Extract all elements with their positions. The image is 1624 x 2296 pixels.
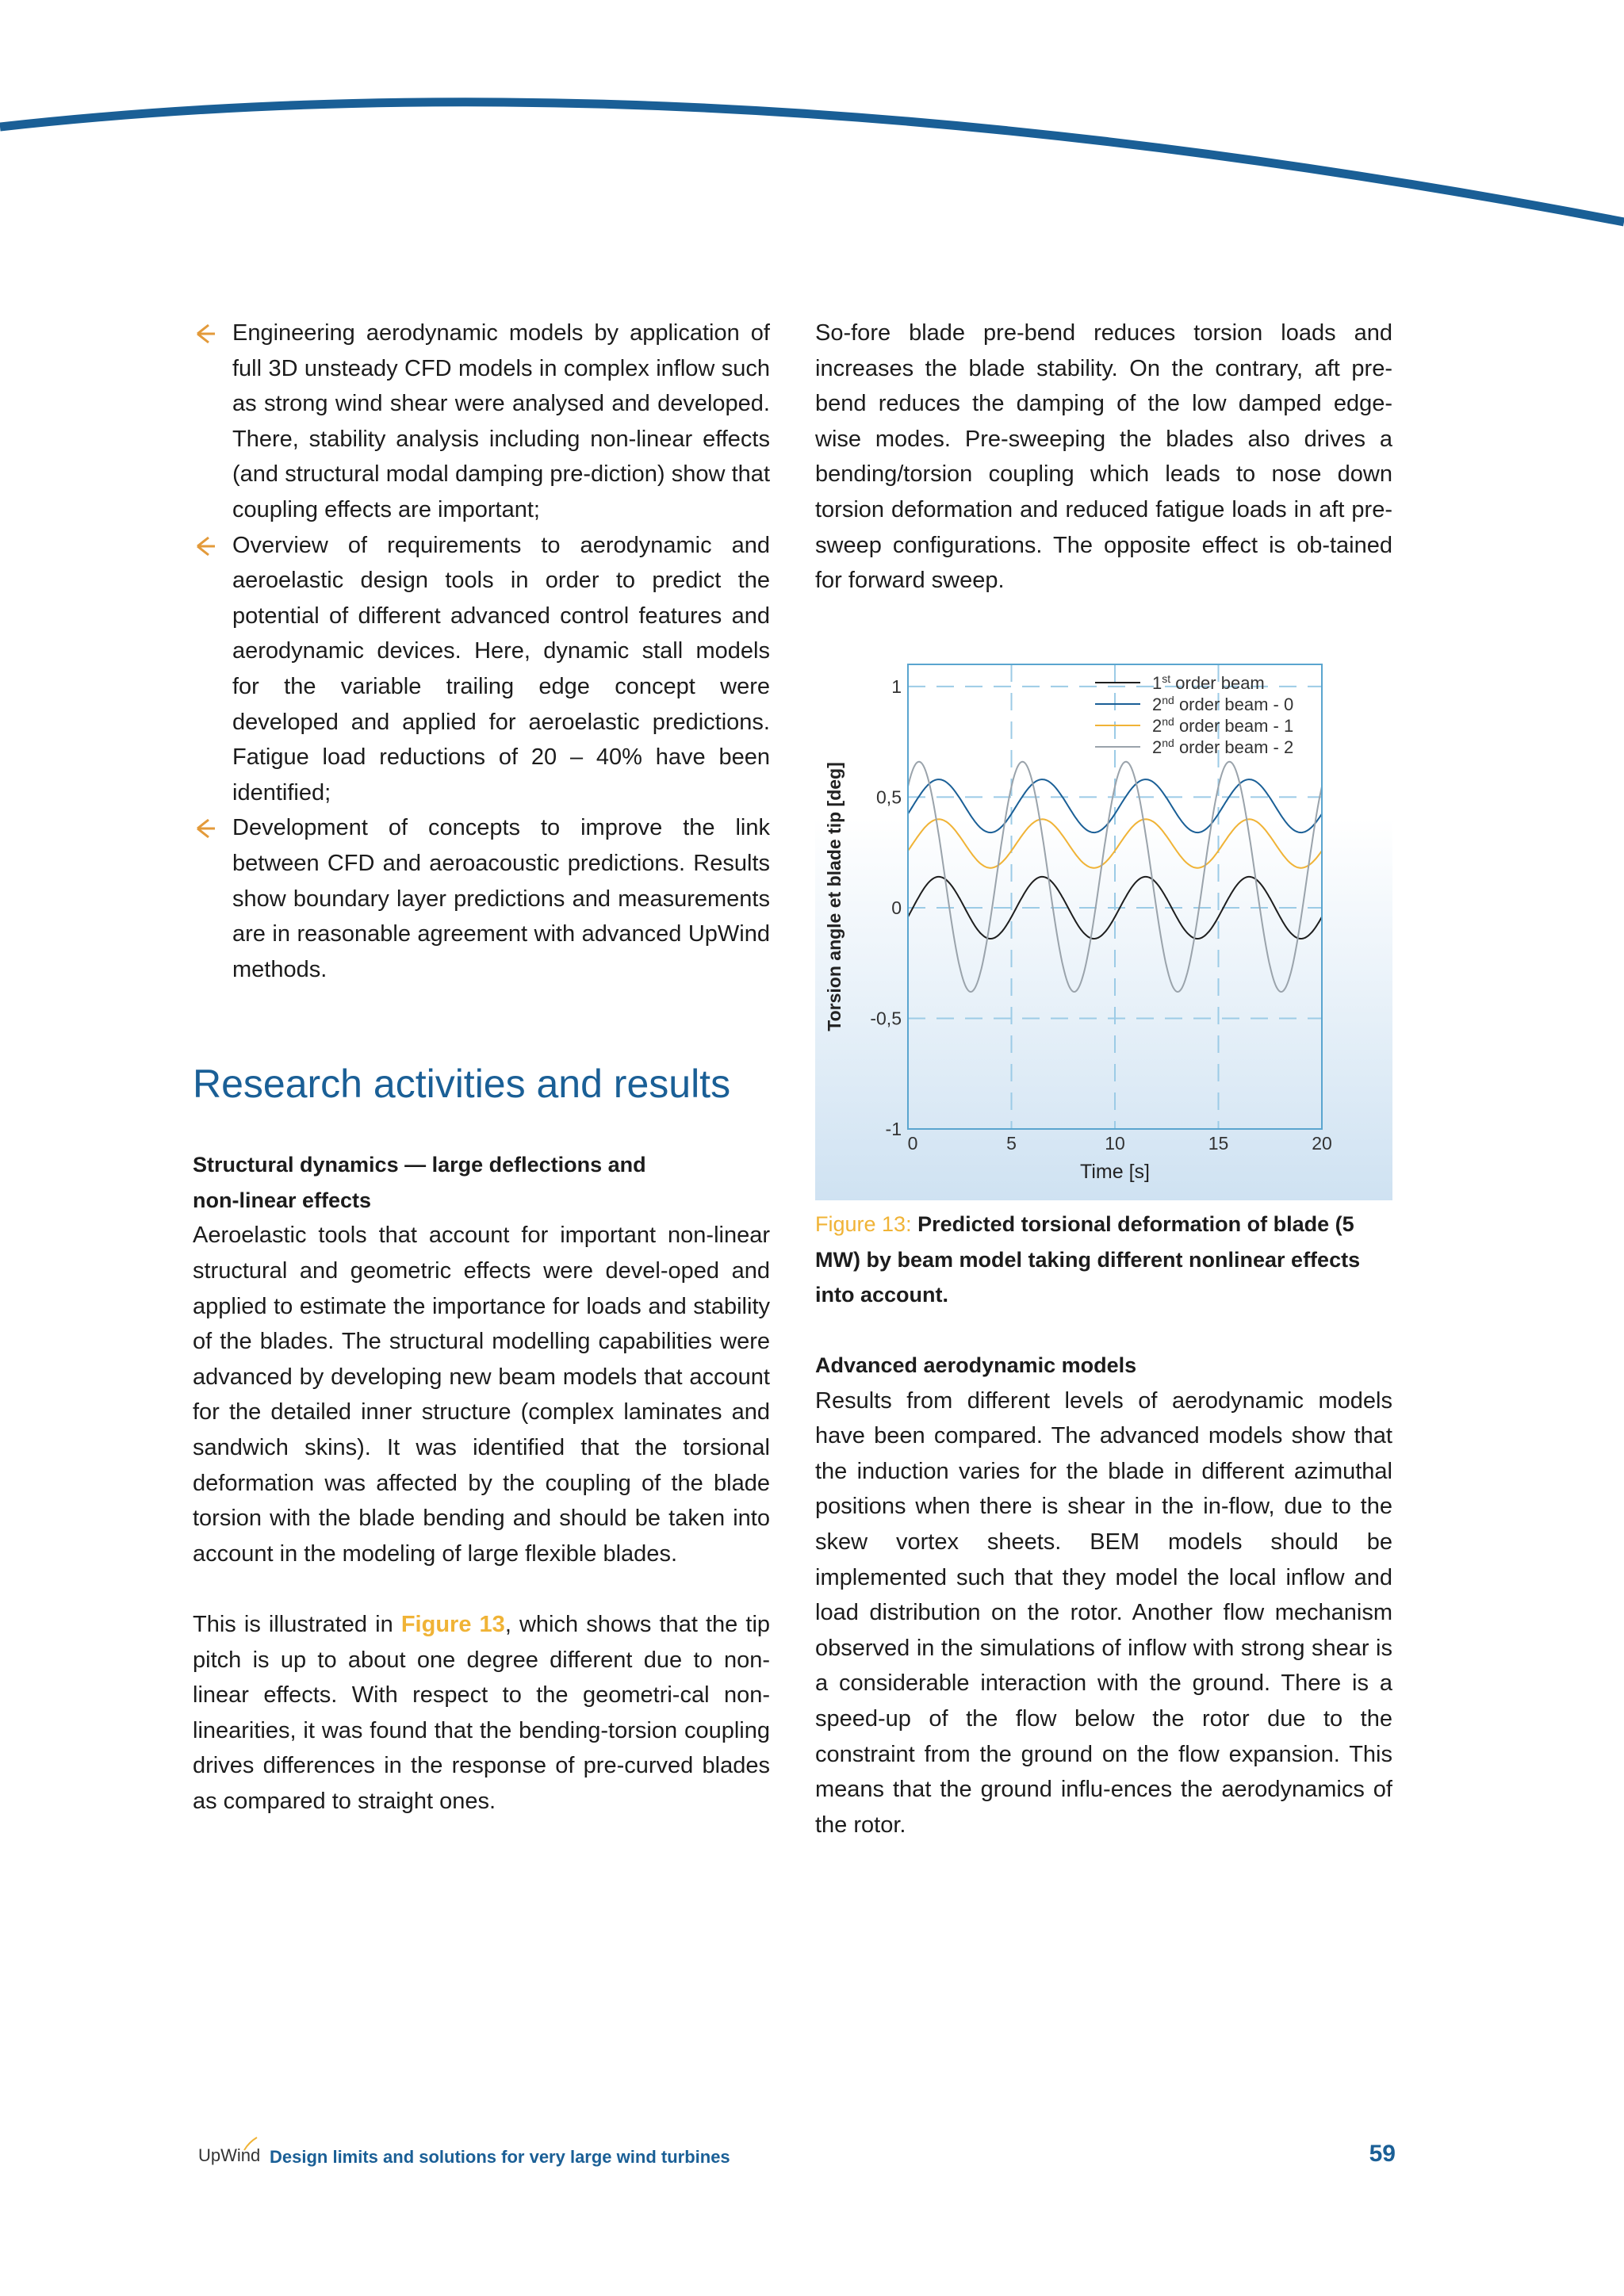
list-item — [193, 316, 770, 528]
logo-swoosh-icon — [243, 2136, 259, 2152]
paragraph-text: , which shows that the tip pitch is up to about one degree different due to non-linear effects. With respect to the geometri-cal non-linearities, it was found that the bending-torsion coupling drives differences in the response of pre-curved blades as compared to straight ones. — [193, 1612, 771, 1814]
body-paragraph: So-fore blade pre-bend reduces torsion loads and increases the blade stability. On the contrary, aft pre-bend reduces the damping of the low damped edge-wise modes. Pre-sweeping the blades also drives a bending/torsion coupling which leads to nose down torsion deformation and reduced fatigue loads in aft pre-sweep configurations. The opposite effect is ob-tained for forward sweep. — [815, 320, 1392, 594]
caption-text: Predicted torsional deformation of blade (5 MW) by beam model taking different nonlinear effects into account. — [815, 1212, 1361, 1307]
y-axis-label: Torsion angle et blade tip [deg] — [824, 762, 845, 1031]
x-tick-label: 15 — [1208, 1133, 1229, 1154]
bullet-list — [193, 316, 770, 987]
y-tick-label: 1 — [891, 675, 902, 697]
figure-13-link[interactable]: Figure 13 — [400, 1612, 505, 1637]
figure-caption — [815, 1207, 1392, 1313]
paragraph-text: This is illustrated in — [193, 1612, 393, 1637]
legend-label: 2nd order beam - 0 — [1152, 694, 1294, 714]
subheading-line: Structural dynamics — large deflections and — [193, 1153, 646, 1177]
body-paragraph: Results from different levels of aerodynamic models have been compared. The advanced models show that the induction varies for the blade in different azimuthal positions when there is shear in the in-flow, due to the skew vortex sheets. BEM models should be implemented such that they model the local inflow and load distribution on the rotor. Another flow mechanism observed in the simulations of inflow with strong shear is a considerable interaction with the ground. There is a speed-up of the flow below the rotor due to the constraint from the ground on the flow expansion. This means that the ground influ-ences the aerodynamics of the rotor. — [815, 1387, 1392, 1838]
figure-13-chart — [815, 655, 1392, 1200]
left-column — [193, 316, 770, 1820]
x-tick-label: 20 — [1312, 1133, 1332, 1154]
x-axis-label: Time [s] — [1080, 1161, 1150, 1183]
section-heading: Research activities and results — [193, 1062, 731, 1107]
bullet-text: Engineering aerodynamic models by application of full 3D unsteady CFD models in complex inflow such as strong wind shear were analysed and developed. There, stability analysis including non-linear effects (and structural modal damping pre-diction) show that coupling effects are important; — [232, 320, 770, 522]
body-paragraph: Aeroelastic tools that account for important non-linear structural and geometric effects were devel-oped and applied to estimate the importance for loads and stability of the blades. The structural modelling capabilities were advanced by developing new beam models that account for the detailed inner structure (complex laminates and sandwich skins). It was identified that the torsional deformation was affected by the coupling of the blade torsion with the blade bending and should be taken into account in the modeling of large flexible blades. — [193, 1223, 770, 1567]
y-tick-label: -1 — [885, 1119, 902, 1139]
page-footer — [198, 2141, 1396, 2172]
body-paragraph — [193, 1607, 770, 1820]
legend-label: 1st order beam — [1152, 672, 1265, 693]
y-tick-label: 0 — [891, 897, 902, 918]
x-tick-label: 10 — [1105, 1133, 1125, 1154]
chart-svg — [815, 655, 1392, 1200]
list-item — [193, 528, 770, 811]
page-number: 59 — [1369, 2141, 1396, 2167]
bullet-text: Overview of requirements to aerodynamic and aeroelastic design tools in order to predict the potential of different advanced control features and aerodynamic devices. Here, dynamic stall models for the variable trailing edge concept were developed and applied for aeroelastic predictions. Fatigue load reductions of 20 – 40% have been identified; — [232, 532, 770, 806]
list-item — [193, 810, 770, 987]
y-tick-label: -0,5 — [870, 1008, 902, 1029]
y-tick-label: 0,5 — [876, 786, 902, 808]
bullet-text: Development of concepts to improve the link between CFD and aeroacoustic predictions. Results show boundary layer predictions and measurements are in reasonable agreement with advanced UpWind methods. — [232, 815, 770, 982]
right-column — [815, 316, 1392, 599]
subsection-heading — [193, 1147, 770, 1218]
right-lower-section — [815, 1348, 1392, 1843]
publication-title: Design limits and solutions for very large wind turbines — [270, 2147, 730, 2167]
subheading-line: non-linear effects — [193, 1188, 372, 1212]
header-arc — [0, 0, 1624, 238]
subsection-heading: Advanced aerodynamic models — [815, 1353, 1137, 1377]
x-tick-label: 5 — [1006, 1133, 1017, 1154]
wind-bullet-icon — [193, 817, 216, 840]
wind-bullet-icon — [193, 534, 216, 558]
legend-label: 2nd order beam - 1 — [1152, 715, 1294, 736]
chart-background — [815, 655, 1392, 1200]
upwind-logo: UpWind — [198, 2145, 261, 2165]
figure-label: Figure 13: — [815, 1212, 912, 1236]
x-tick-label: 0 — [907, 1133, 918, 1154]
wind-bullet-icon — [193, 322, 216, 346]
legend-label: 2nd order beam - 2 — [1152, 737, 1294, 757]
